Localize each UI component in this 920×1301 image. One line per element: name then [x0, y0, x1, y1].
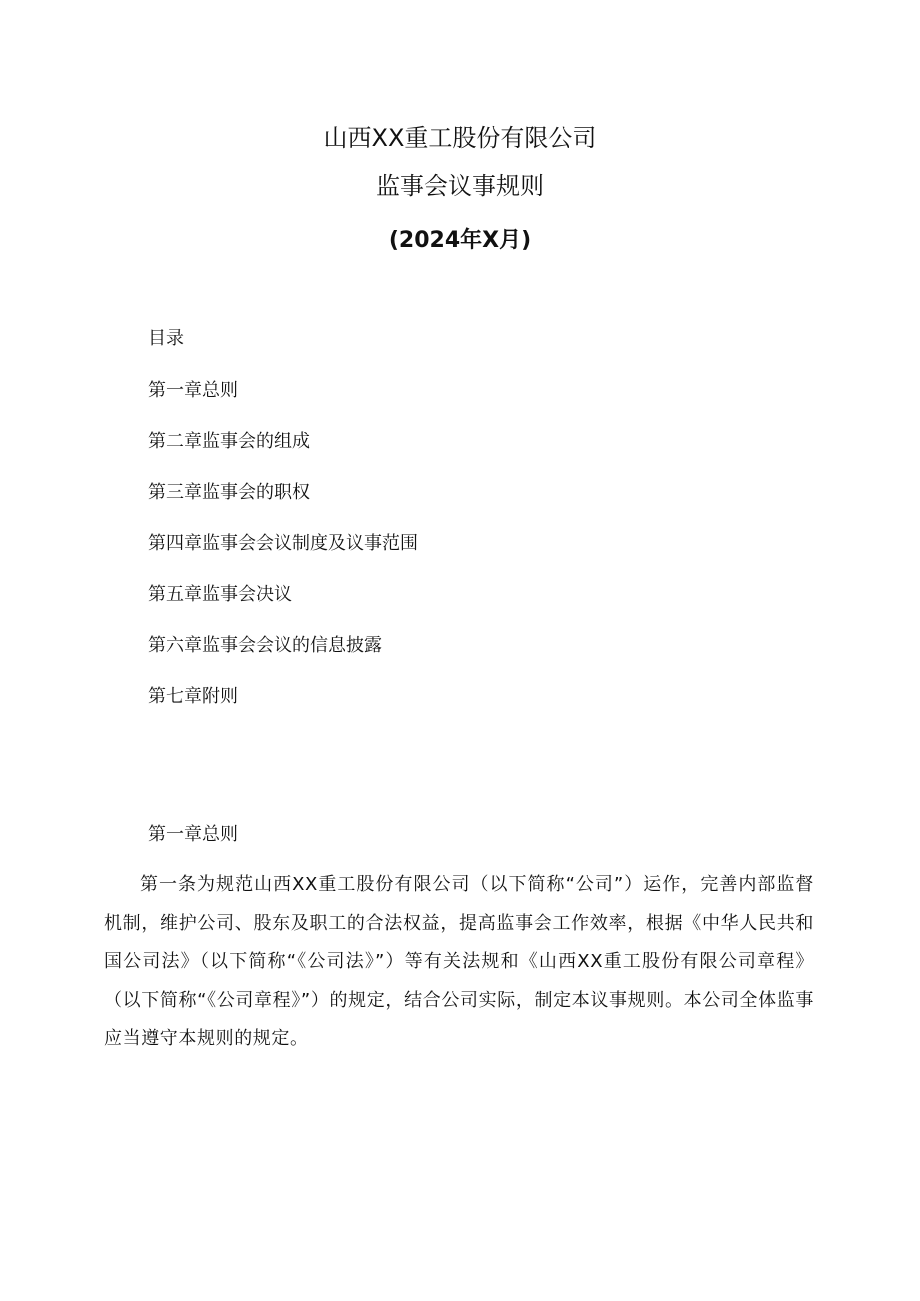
toc-item-chapter-2: 第二章监事会的组成	[148, 431, 310, 452]
company-title	[0, 122, 920, 154]
toc-item-chapter-7: 第七章附则	[148, 686, 238, 707]
chapter-1-heading: 第一章总则	[148, 824, 238, 845]
toc-item-chapter-4: 第四章监事会会议制度及议事范围	[148, 533, 418, 554]
toc-item-chapter-1: 第一章总则	[148, 380, 238, 401]
toc-item-chapter-3: 第三章监事会的职权	[148, 482, 310, 503]
rules-title	[0, 170, 920, 202]
document-date	[0, 225, 920, 257]
toc-item-chapter-6: 第六章监事会会议的信息披露	[148, 635, 382, 656]
toc-item-chapter-5: 第五章监事会决议	[148, 584, 292, 605]
rules-name: 监事会议事规则	[376, 172, 544, 200]
company-name: 山西XX重工股份有限公司	[323, 124, 597, 152]
date-text: (2024年X月)	[388, 228, 532, 253]
article-1-paragraph: 第一条为规范山西XX重工股份有限公司（以下简称“公司”）运作，完善内部监督机制，维护公司、股东及职工的合法权益，提高监事会工作效率，根据《中华人民共和国公司法》（以下简称“《公司法》”）等有关法规和《山西XX重工股份有限公司章程》（以下简称“《公司章程》”）的规定，结合公司实际，制定本议事规则。本公司全体监事应当遵守本规则的规定。	[104, 874, 814, 1050]
table-of-contents	[148, 322, 788, 731]
toc-heading: 目录	[148, 328, 184, 349]
